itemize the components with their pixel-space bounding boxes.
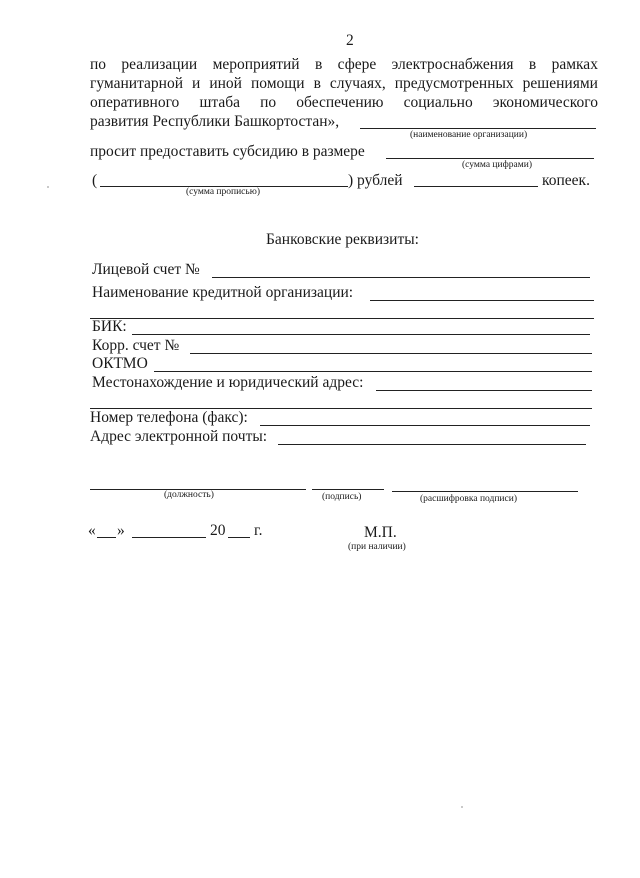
word: сфере <box>337 56 377 73</box>
kopecks-field[interactable] <box>414 186 538 187</box>
sum-words-open-paren: ( <box>92 172 98 189</box>
oktmo-label: ОКТМО <box>92 355 148 372</box>
word: предусмотренных <box>394 75 514 92</box>
credit-org-label: Наименование кредитной организации: <box>92 284 354 301</box>
bank-details-heading: Банковские реквизиты: <box>266 231 419 248</box>
credit-org-field-line-2[interactable] <box>90 318 594 319</box>
org-name-field[interactable] <box>360 128 596 129</box>
word: иной <box>209 75 242 92</box>
stamp-caption: (при наличии) <box>348 542 406 552</box>
word: социально <box>403 94 473 111</box>
date-close-quote: » <box>117 522 125 539</box>
account-label: Лицевой счет № <box>92 261 200 278</box>
word: по <box>90 56 107 73</box>
word: в <box>313 75 321 92</box>
signature-decode-caption: (расшифровка подписи) <box>420 494 517 504</box>
word: гуманитарной <box>90 75 184 92</box>
kopecks-label: копеек. <box>542 172 590 189</box>
bik-label: БИК: <box>92 318 127 335</box>
word: помощи <box>251 75 305 92</box>
date-day-field[interactable] <box>97 537 116 538</box>
subsidy-request-text: просит предоставить субсидию в размере <box>90 143 365 160</box>
bik-field[interactable] <box>132 334 590 335</box>
word: реализации <box>121 56 198 73</box>
word: рамках <box>551 56 598 73</box>
corr-account-label: Корр. счет № <box>92 337 180 354</box>
year-suffix: г. <box>254 522 263 539</box>
word: обеспечению <box>296 94 384 111</box>
rubles-label: ) рублей <box>348 172 403 189</box>
word: случаях, <box>329 75 386 92</box>
sum-digits-caption: (сумма цифрами) <box>462 160 532 170</box>
stamp-label: М.П. <box>364 524 397 541</box>
signature-field[interactable] <box>312 489 384 490</box>
scan-speck <box>47 186 49 188</box>
credit-org-field[interactable] <box>370 300 594 301</box>
corr-account-field[interactable] <box>190 353 592 354</box>
sum-words-caption: (сумма прописью) <box>186 187 260 197</box>
address-field[interactable] <box>376 390 592 391</box>
word: мероприятий <box>212 56 300 73</box>
intro-line-3 <box>90 94 598 112</box>
word: и <box>192 75 201 92</box>
intro-line-1 <box>90 56 598 74</box>
org-name-caption: (наименование организации) <box>410 130 528 140</box>
word: в <box>314 56 323 73</box>
page-number: 2 <box>346 32 354 49</box>
phone-label: Номер телефона (факс): <box>90 409 248 426</box>
position-caption: (должность) <box>164 490 214 500</box>
year-prefix: 20 <box>210 522 226 539</box>
email-label: Адрес электронной почты: <box>90 428 268 445</box>
phone-field[interactable] <box>260 425 590 426</box>
date-open-quote: « <box>88 522 96 539</box>
date-year-field[interactable] <box>228 537 250 538</box>
account-field[interactable] <box>212 277 590 278</box>
scan-speck <box>461 806 463 808</box>
word: по <box>260 94 277 111</box>
word: решениями <box>522 75 598 92</box>
date-month-field[interactable] <box>132 537 206 538</box>
word: штаба <box>199 94 240 111</box>
oktmo-field[interactable] <box>154 371 592 372</box>
word: экономического <box>492 94 598 111</box>
address-label: Местонахождение и юридический адрес: <box>92 374 364 391</box>
signature-caption: (подпись) <box>322 492 362 502</box>
email-field[interactable] <box>278 444 586 445</box>
word: оперативного <box>90 94 180 111</box>
sum-digits-field[interactable] <box>386 158 594 159</box>
word: в <box>528 56 537 73</box>
intro-line-2 <box>90 75 598 93</box>
signature-decode-field[interactable] <box>392 491 578 492</box>
word: электроснабжения <box>391 56 514 73</box>
intro-line-4: развития Республики Башкортостан», <box>90 113 340 130</box>
